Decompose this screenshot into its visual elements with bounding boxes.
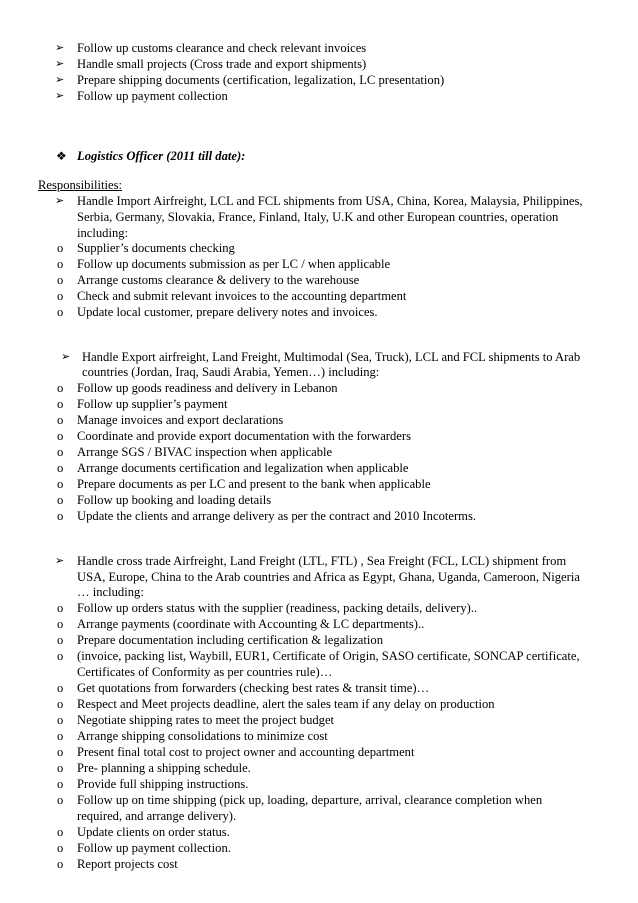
- circle-bullet-icon: o: [57, 601, 64, 615]
- list-item-text: Follow up orders status with the supplier (readiness, packing details, delivery)..: [77, 601, 478, 615]
- circle-bullet-icon: o: [57, 617, 64, 631]
- bullet-text: Follow up payment collection: [77, 89, 228, 103]
- list-item-text: Follow up supplier’s payment: [77, 397, 228, 411]
- arrow-bullet-icon: ➢: [55, 90, 65, 102]
- list-item-text: Respect and Meet projects deadline, alert the sales team if any delay on production: [77, 697, 495, 711]
- list-item-text: Negotiate shipping rates to meet the project budget: [77, 713, 335, 727]
- arrow-bullet-icon: ➢: [55, 195, 65, 207]
- list-item-text: Get quotations from forwarders (checking best rates & transit time)…: [77, 681, 430, 695]
- circle-bullet-icon: o: [57, 841, 64, 855]
- list-item-text: Update clients on order status.: [77, 825, 230, 839]
- circle-bullet-icon: o: [57, 745, 64, 759]
- section-line: Handle Import Airfreight, LCL and FCL shipments from USA, China, Korea, Malaysia, Philippines,: [77, 194, 583, 208]
- circle-bullet-icon: o: [57, 461, 64, 475]
- bullet-text: Prepare shipping documents (certification, legalization, LC presentation): [77, 73, 445, 87]
- circle-bullet-icon: o: [57, 493, 64, 507]
- circle-bullet-icon: o: [57, 305, 64, 319]
- section-line: Handle cross trade Airfreight, Land Freight (LTL, FTL) , Sea Freight (FCL, LCL) shipment from: [77, 554, 567, 568]
- section-line: USA, Europe, China to the Arab countries and Africa as Egypt, Ghana, Uganda, Cameroon, Nigeria: [77, 570, 580, 584]
- circle-bullet-icon: o: [57, 477, 64, 491]
- list-item-text: Arrange shipping consolidations to minimize cost: [77, 729, 328, 743]
- arrow-bullet-icon: ➢: [55, 42, 65, 54]
- list-item-text: Prepare documents as per LC and present to the bank when applicable: [77, 477, 431, 491]
- responsibilities-label: Responsibilities:: [38, 178, 122, 192]
- circle-bullet-icon: o: [57, 241, 64, 255]
- circle-bullet-icon: o: [57, 429, 64, 443]
- list-item-text: Manage invoices and export declarations: [77, 413, 284, 427]
- list-item-text: Update local customer, prepare delivery notes and invoices.: [77, 305, 378, 319]
- section-line: including:: [77, 226, 129, 240]
- circle-bullet-icon: o: [57, 761, 64, 775]
- arrow-bullet-icon: ➢: [61, 351, 71, 363]
- arrow-bullet-icon: ➢: [55, 58, 65, 70]
- section-line: Handle Export airfreight, Land Freight, Multimodal (Sea, Truck), LCL and FCL shipments to Arab: [82, 350, 581, 364]
- circle-bullet-icon: o: [57, 713, 64, 727]
- circle-bullet-icon: o: [57, 397, 64, 411]
- list-item-text: Prepare documentation including certification & legalization: [77, 633, 383, 647]
- list-item-text: Check and submit relevant invoices to the accounting department: [77, 289, 407, 303]
- list-item-text: Arrange SGS / BIVAC inspection when applicable: [77, 445, 333, 459]
- circle-bullet-icon: o: [57, 777, 64, 791]
- circle-bullet-icon: o: [57, 729, 64, 743]
- list-item-text: required, and arrange delivery).: [77, 809, 237, 823]
- list-item-text: Supplier’s documents checking: [77, 241, 235, 255]
- list-item-text: Pre- planning a shipping schedule.: [77, 761, 251, 775]
- section-line: countries (Jordan, Iraq, Saudi Arabia, Yemen…) including:: [82, 365, 380, 379]
- list-item-text: Follow up payment collection.: [77, 841, 231, 855]
- arrow-bullet-icon: ➢: [55, 74, 65, 86]
- list-item-text: (invoice, packing list, Waybill, EUR1, Certificate of Origin, SASO certificate, SONCAP certificate,: [77, 649, 580, 663]
- job-title: Logistics Officer (2011 till date):: [77, 149, 246, 163]
- section-line: … including:: [77, 585, 144, 599]
- list-item-text: Arrange documents certification and legalization when applicable: [77, 461, 409, 475]
- circle-bullet-icon: o: [57, 681, 64, 695]
- list-item-text: Arrange payments (coordinate with Accounting & LC departments)..: [77, 617, 425, 631]
- circle-bullet-icon: o: [57, 381, 64, 395]
- list-item-text: Follow up booking and loading details: [77, 493, 272, 507]
- list-item-text: Present final total cost to project owner and accounting department: [77, 745, 415, 759]
- list-item-text: Follow up documents submission as per LC / when applicable: [77, 257, 391, 271]
- circle-bullet-icon: o: [57, 445, 64, 459]
- circle-bullet-icon: o: [57, 413, 64, 427]
- circle-bullet-icon: o: [57, 697, 64, 711]
- circle-bullet-icon: o: [57, 649, 64, 663]
- diamond-bullet-icon: ❖: [56, 149, 67, 163]
- list-item-text: Update the clients and arrange delivery as per the contract and 2010 Incoterms.: [77, 509, 476, 523]
- circle-bullet-icon: o: [57, 257, 64, 271]
- circle-bullet-icon: o: [57, 857, 64, 871]
- list-item-text: Follow up goods readiness and delivery in Lebanon: [77, 381, 338, 395]
- circle-bullet-icon: o: [57, 509, 64, 523]
- bullet-text: Handle small projects (Cross trade and export shipments): [77, 57, 367, 71]
- list-item-text: Provide full shipping instructions.: [77, 777, 249, 791]
- circle-bullet-icon: o: [57, 633, 64, 647]
- circle-bullet-icon: o: [57, 825, 64, 839]
- list-item-text: Certificates of Conformity as per countries rule)…: [77, 665, 333, 679]
- bullet-text: Follow up customs clearance and check relevant invoices: [77, 41, 367, 55]
- list-item-text: Arrange customs clearance & delivery to the warehouse: [77, 273, 360, 287]
- list-item-text: Coordinate and provide export documentation with the forwarders: [77, 429, 411, 443]
- circle-bullet-icon: o: [57, 793, 64, 807]
- circle-bullet-icon: o: [57, 289, 64, 303]
- arrow-bullet-icon: ➢: [55, 555, 65, 567]
- circle-bullet-icon: o: [57, 273, 64, 287]
- list-item-text: Report projects cost: [77, 857, 178, 871]
- list-item-text: Follow up on time shipping (pick up, loading, departure, arrival, clearance completion when: [77, 793, 543, 807]
- section-line: Serbia, Germany, Slovakia, France, Finland, Italy, U.K and other European countries, operation: [77, 210, 559, 224]
